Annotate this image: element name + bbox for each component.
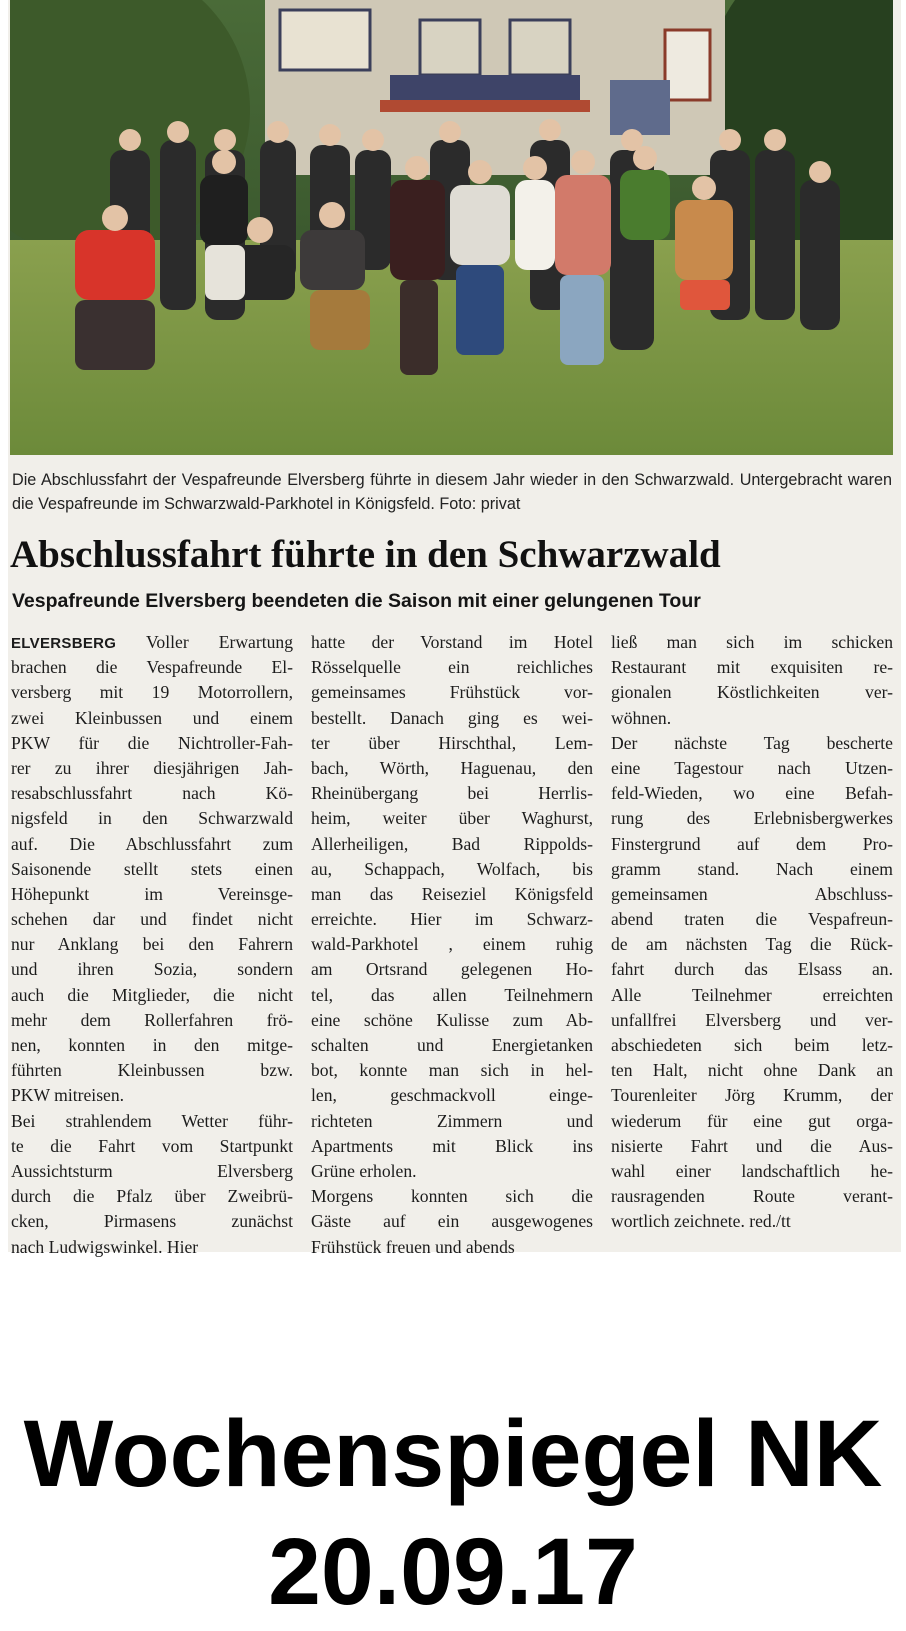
text-line: Rösselquelle ein reichliches — [311, 657, 593, 678]
publication-date: 20.09.17 — [268, 1519, 638, 1625]
text-line: Voller Erwartung — [146, 632, 293, 652]
text-line: Grüne erholen. — [311, 1160, 417, 1181]
group-photo — [10, 0, 893, 455]
text-line: Höhepunkt im Vereinsge- — [11, 883, 293, 904]
text-line: feld-Wieden, wo eine Befah- — [611, 783, 893, 804]
text-line: Frühstück freuen und abends — [311, 1236, 515, 1257]
text-line: tel, das allen Teilnehmern — [311, 984, 593, 1005]
text-line: nigsfeld in den Schwarzwald — [11, 808, 293, 829]
text-line: PKW mitreisen. — [11, 1085, 125, 1106]
text-line: eine Tagestour nach Utzen- — [611, 757, 893, 778]
text-line: bach, Wörth, Haguenau, den — [311, 757, 593, 778]
text-line: Alle Teilnehmer erreichten — [611, 984, 893, 1005]
text-line: zwei Kleinbussen und einem — [11, 707, 293, 728]
text-line: wöhnen. — [611, 707, 672, 728]
publication-name: Wochenspiegel NK — [23, 1401, 883, 1507]
text-line: wald-Parkhotel , einem ruhig — [311, 934, 593, 955]
article-body — [11, 630, 893, 1257]
text-line: auf. Die Abschlussfahrt zum — [11, 833, 293, 854]
text-line: ließ man sich im schicken — [611, 632, 893, 652]
text-line: führten Kleinbussen bzw. — [11, 1060, 293, 1081]
text-line: rer zu ihrer diesjährigen Jah- — [11, 757, 293, 778]
text-line: Apartments mit Blick ins — [311, 1135, 593, 1156]
text-line: te die Fahrt vom Startpunkt — [11, 1135, 293, 1156]
text-line: gionalen Köstlichkeiten ver- — [611, 682, 893, 703]
text-line: wiederum für eine gut orga- — [611, 1110, 893, 1131]
text-line: schalten und Energietanken — [311, 1035, 593, 1055]
text-line: nach Ludwigswinkel. Hier — [11, 1236, 199, 1257]
article-column-1 — [11, 630, 293, 1260]
text-line: mehr dem Rollerfahren frö- — [11, 1009, 293, 1030]
dateline: ELVERSBERG — [11, 635, 117, 652]
text-line: durch die Pfalz über Zweibrü- — [11, 1186, 293, 1207]
text-line: unfallfrei Elversberg und ver- — [611, 1009, 893, 1030]
text-line: Morgens konnten sich die — [311, 1186, 593, 1207]
text-line: ter über Hirschthal, Lem- — [311, 732, 593, 753]
text-line: ten Halt, nicht ohne Dank an — [611, 1060, 893, 1081]
text-line: erreichte. Hier im Schwarz- — [311, 909, 593, 930]
text-line: wortlich zeichnete. red./tt — [611, 1211, 791, 1232]
text-line: Aussichtsturm Elversberg — [11, 1160, 293, 1181]
text-line: rausragenden Route verant- — [611, 1186, 893, 1207]
text-line: cken, Pirmasens zunächst — [11, 1211, 293, 1232]
text-line: Restaurant mit exquisiten re- — [611, 657, 893, 678]
text-line: man das Reiseziel Königsfeld — [311, 883, 593, 904]
text-line: au, Schappach, Wolfach, bis — [311, 858, 593, 879]
text-line: Der nächste Tag bescherte — [611, 732, 893, 753]
text-line: Allerheiligen, Bad Rippolds- — [311, 833, 593, 854]
article-column-3 — [611, 630, 893, 1235]
text-line: bot, konnte man sich in hel- — [311, 1060, 593, 1081]
text-line: de am nächsten Tag die Rück- — [611, 934, 893, 955]
text-line: schehen dar und findet nicht — [11, 909, 293, 930]
text-line: hatte der Vorstand im Hotel — [311, 632, 593, 652]
text-line: brachen die Vespafreunde El- — [11, 657, 293, 678]
text-line: resabschlussfahrt nach Kö- — [11, 783, 293, 804]
text-line: Finstergrund auf dem Pro- — [611, 833, 893, 854]
text-line: und ihren Sozia, sondern — [11, 959, 293, 980]
text-line: bestellt. Danach ging es wei- — [311, 707, 593, 728]
text-line: nur Anklang bei den Fahrern — [11, 934, 293, 955]
text-line: am Ortsrand gelegenen Ho- — [311, 959, 593, 980]
text-line: abend traten die Vespafreun- — [611, 909, 893, 930]
text-line: gemeinsames Frühstück vor- — [311, 682, 593, 703]
text-line — [11, 630, 293, 655]
text-line: heim, weiter über Waghurst, — [311, 808, 593, 829]
text-line: Gäste auf ein ausgewogenes — [311, 1211, 593, 1232]
article-headline: Abschlussfahrt führte in den Schwarzwald — [10, 533, 721, 576]
text-line: Rheinübergang bei Herrlis- — [311, 783, 593, 804]
text-line: nen, konnten in den mitge- — [11, 1035, 293, 1055]
text-line: Tourenleiter Jörg Krumm, der — [611, 1085, 893, 1106]
text-line: PKW für die Nichtroller-Fah- — [11, 732, 293, 753]
text-line: gramm stand. Nach einem — [611, 858, 893, 879]
text-line: rung des Erlebnisbergwerkes — [611, 808, 893, 829]
text-line: abschiedeten sich beim letz- — [611, 1035, 893, 1055]
text-line: gemeinsamen Abschluss- — [611, 883, 893, 904]
text-line: richteten Zimmern und — [311, 1110, 593, 1131]
text-line: nisierte Fahrt und die Aus- — [611, 1135, 893, 1156]
text-line: fahrt durch das Elsass an. — [611, 959, 893, 980]
photo-caption: Die Abschlussfahrt der Vespafreunde Elversberg führte in diesem Jahr wieder in den Schwarzwald. Untergebracht waren die Vespafreunde im Schwarzwald-Parkhotel in Königsfeld. Foto: privat — [12, 471, 892, 513]
text-line: len, geschmackvoll einge- — [311, 1085, 593, 1106]
article-column-2 — [311, 630, 593, 1260]
text-line: Saisonende stellt stets einen — [11, 858, 293, 879]
text-line: wahl einer landschaftlich he- — [611, 1160, 893, 1181]
text-line: auch die Mitglieder, die nicht — [11, 984, 293, 1005]
text-line: Bei strahlendem Wetter führ- — [11, 1110, 293, 1131]
text-line: versberg mit 19 Motorrollern, — [11, 682, 293, 703]
text-line: eine schöne Kulisse zum Ab- — [311, 1009, 593, 1030]
article-subheadline: Vespafreunde Elversberg beendeten die Saison mit einer gelungenen Tour — [12, 590, 701, 612]
